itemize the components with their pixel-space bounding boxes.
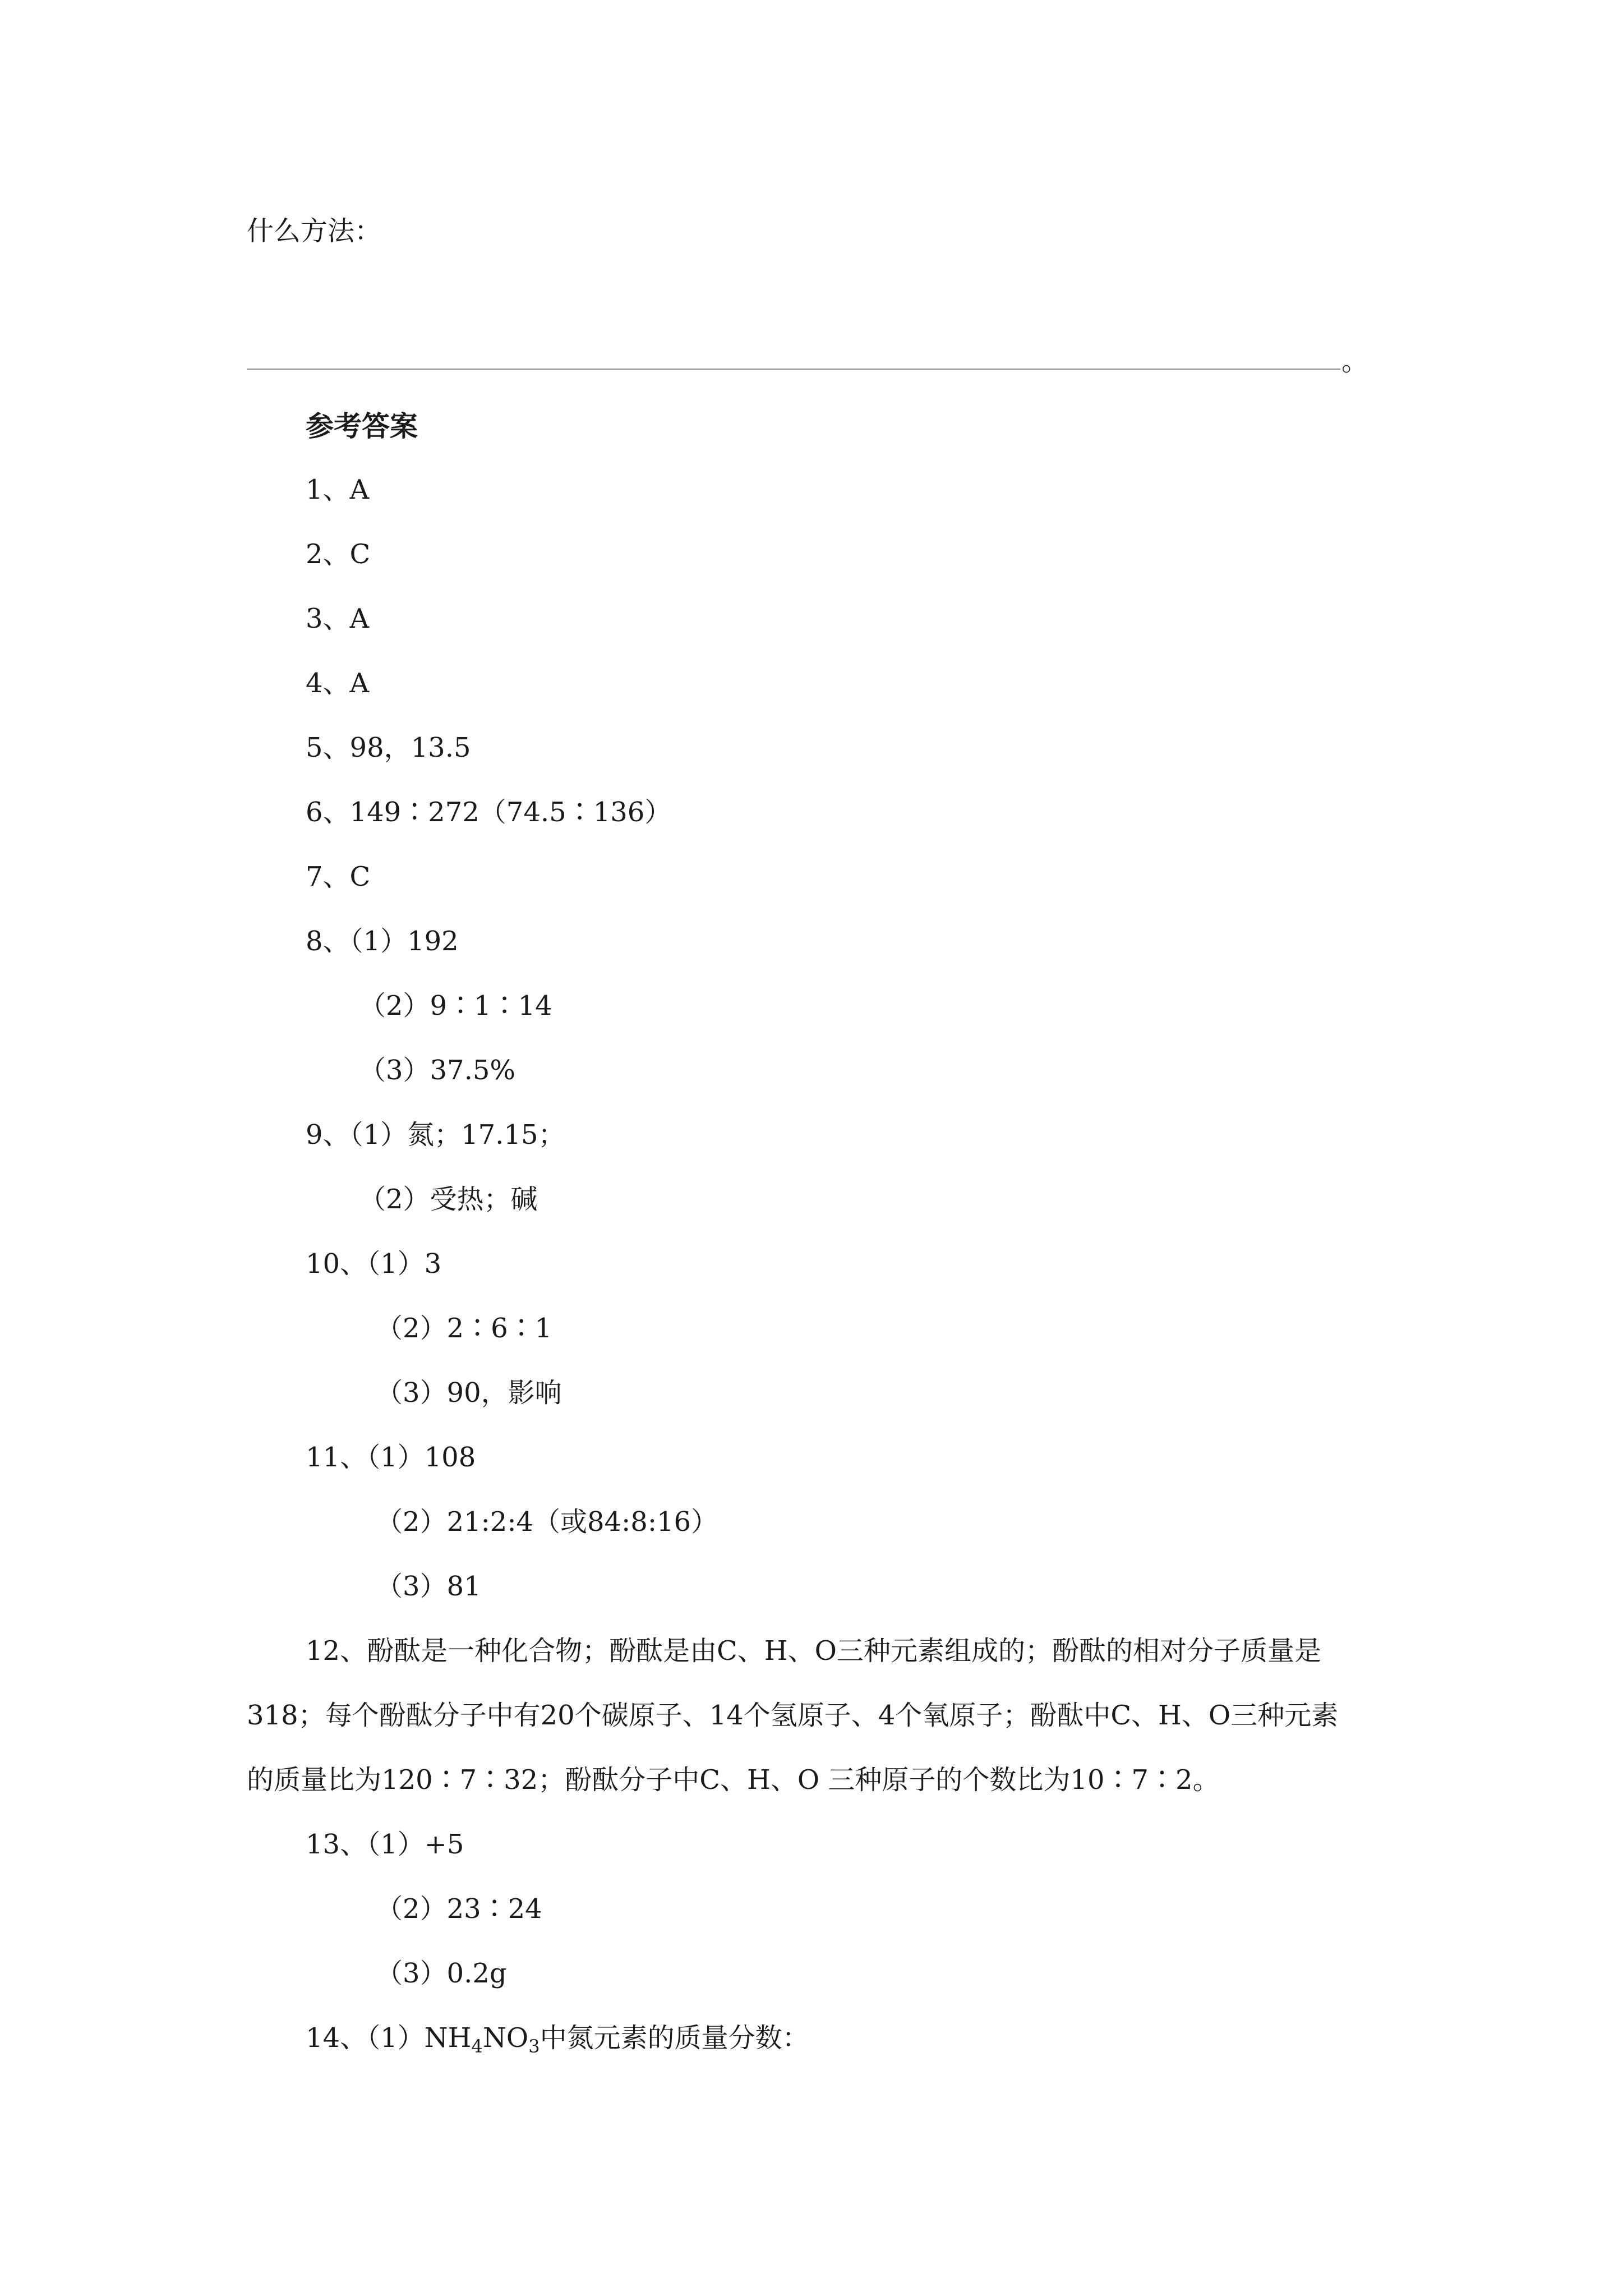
answer-10-part1: 10、（1）3 bbox=[306, 1248, 442, 1280]
answer-13-part1: 13、（1）+5 bbox=[306, 1829, 464, 1860]
answer-14-prefix: 14、（1） bbox=[306, 2022, 425, 2054]
answer-11-part2: （2）21:2:4（或84:8:16） bbox=[376, 1506, 718, 1538]
answer-7: 7、C bbox=[306, 861, 371, 892]
answer-5: 5、98，13.5 bbox=[306, 732, 471, 763]
answer-8-part3: （3）37.5% bbox=[359, 1055, 516, 1086]
answer-2: 2、C bbox=[306, 539, 371, 570]
answer-9-part1: 9、（1）氮；17.15； bbox=[306, 1119, 565, 1151]
answer-13-part2: （2）23∶24 bbox=[376, 1893, 542, 1925]
answers-heading: 参考答案 bbox=[306, 410, 418, 443]
answer-4: 4、A bbox=[306, 668, 370, 699]
answer-3: 3、A bbox=[306, 603, 370, 634]
answer-11-part1: 11、（1）108 bbox=[306, 1442, 476, 1473]
answer-12-line3: 的质量比为120∶7∶32；酚酞分子中C、H、O 三种原子的个数比为10∶7∶2。 bbox=[247, 1764, 1220, 1796]
answer-10-part2: （2）2∶6∶1 bbox=[376, 1313, 552, 1344]
answer-1: 1、A bbox=[306, 474, 370, 505]
answer-13-part3: （3）0.2g bbox=[376, 1958, 507, 1989]
answer-8-part1: 8、（1）192 bbox=[306, 926, 459, 957]
formula-no: NO bbox=[482, 2022, 529, 2054]
formula-sub-4: 4 bbox=[471, 2036, 483, 2057]
formula-sub-3: 3 bbox=[528, 2036, 540, 2057]
answer-14-suffix: 中氮元素的质量分数： bbox=[540, 2022, 809, 2054]
answer-12-line2: 318；每个酚酞分子中有20个碳原子、14个氢原子、4个氧原子；酚酞中C、H、O三种元素 bbox=[247, 1700, 1339, 1731]
blank-period: 。 bbox=[1341, 346, 1369, 377]
answer-9-part2: （2）受热；碱 bbox=[359, 1184, 538, 1215]
answer-11-part3: （3）81 bbox=[376, 1571, 481, 1602]
blank-answer-rule bbox=[247, 369, 1340, 370]
formula-nh: NH bbox=[424, 2022, 472, 2054]
intro-line: 什么方法： bbox=[247, 215, 382, 247]
answer-6: 6、149∶272（74.5∶136） bbox=[306, 797, 672, 828]
answer-8-part2: （2）9∶1∶14 bbox=[359, 990, 552, 1022]
answer-12-line1: 12、酚酞是一种化合物；酚酞是由C、H、O三种元素组成的；酚酞的相对分子质量是 bbox=[306, 1635, 1322, 1667]
answer-14-part1 bbox=[306, 2021, 809, 2055]
answer-10-part3: （3）90，影响 bbox=[376, 1377, 562, 1409]
